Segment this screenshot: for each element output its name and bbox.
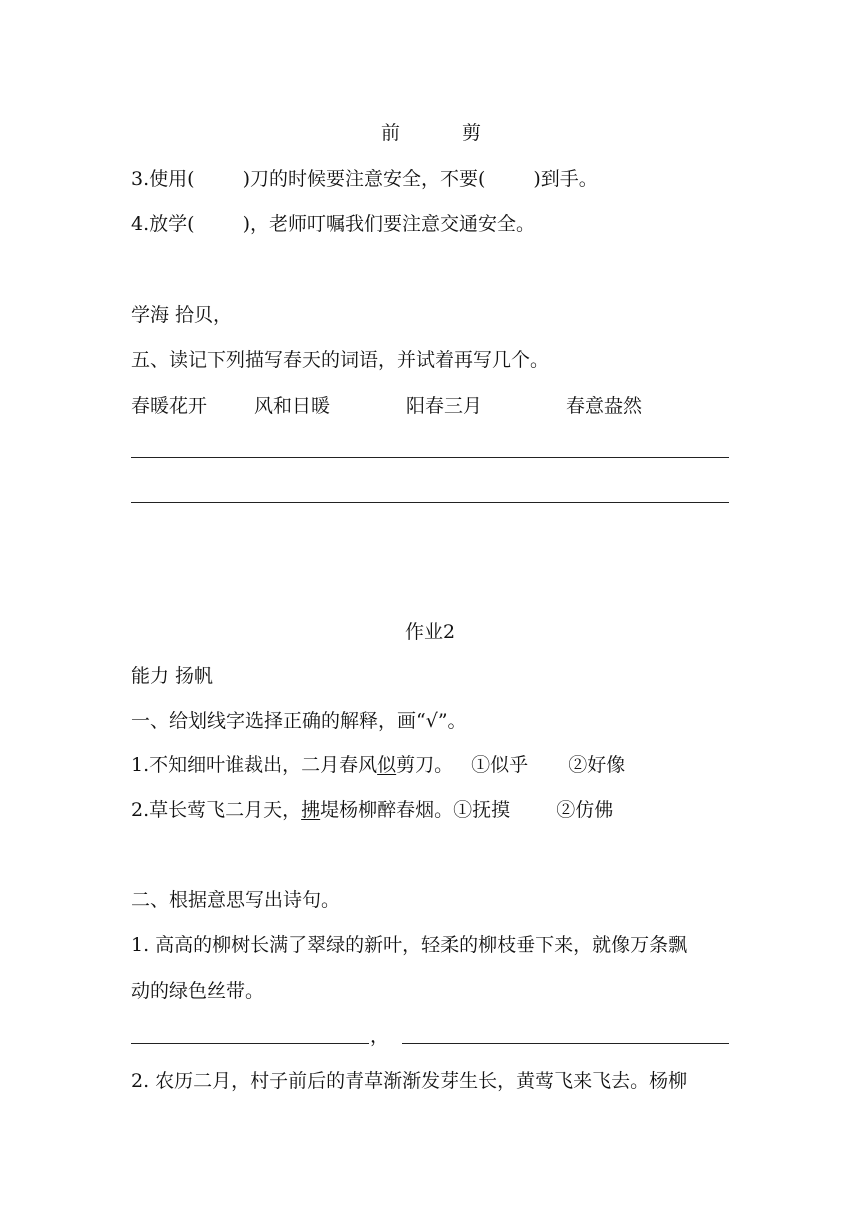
q1-item-2 (131, 798, 613, 822)
poem-text: 剪刀。 (396, 754, 454, 776)
q2-item-1-line-2: 动的绿色丝带。 (131, 980, 265, 1002)
q2-item-1-line-1: 1. 高高的柳树长满了翠绿的新叶，轻柔的柳枝垂下来，就像万条飘 (131, 934, 688, 956)
answer-line (402, 1043, 729, 1044)
fill-item-3 (131, 167, 598, 191)
item-text-part-1: 放学( (149, 213, 195, 235)
poem-text: 1.不知细叶谁裁出，二月春风 (131, 754, 378, 776)
item-text-part-2: )，老师叮嘱我们要注意交通安全。 (242, 213, 535, 235)
question-1-title: 一、给划线字选择正确的解释，画“√”。 (131, 710, 467, 732)
item-text-part-1: 使用( (149, 168, 195, 190)
option-2: ②好像 (568, 754, 626, 776)
item-number: 4. (131, 213, 150, 235)
option-2: ②仿佛 (556, 799, 614, 821)
fill-item-4 (131, 212, 535, 236)
spring-word-3: 阳春三月 (406, 395, 483, 417)
section-heading-xuehai: 学海 拾贝， (131, 304, 233, 326)
header-char-2: 剪 (462, 122, 482, 144)
item-text-part-3: )到手。 (533, 168, 598, 190)
q2-item-2-line-1: 2. 农历二月，村子前后的青草渐渐发芽生长，黄莺飞来飞去。杨柳 (131, 1070, 688, 1092)
poem-text: 堤杨柳醉春烟。 (320, 799, 454, 821)
header-char-1: 前 (381, 122, 401, 144)
spring-word-2: 风和日暖 (254, 395, 331, 417)
section-heading-nengli: 能力 扬帆 (131, 665, 214, 687)
spring-word-1: 春暖花开 (131, 395, 208, 417)
underlined-char: 拂 (301, 799, 321, 821)
question-5-title: 五、读记下列描写春天的词语，并试着再写几个。 (131, 349, 550, 371)
answer-line (131, 502, 729, 503)
homework-title: 作业2 (404, 621, 456, 643)
poem-text: 2.草长莺飞二月天， (131, 799, 302, 821)
option-1: ①抚摸 (453, 799, 511, 821)
question-2-title: 二、根据意思写出诗句。 (131, 889, 341, 911)
spring-word-4: 春意盎然 (566, 395, 643, 417)
answer-line (131, 1043, 369, 1044)
q1-item-1 (131, 753, 625, 777)
answer-line (131, 457, 729, 458)
item-number: 3. (131, 168, 150, 190)
option-1: ①似乎 (471, 754, 529, 776)
underlined-char: 似 (377, 754, 397, 776)
answer-comma: ， (370, 1025, 390, 1047)
item-text-part-2: )刀的时候要注意安全，不要( (242, 168, 486, 190)
